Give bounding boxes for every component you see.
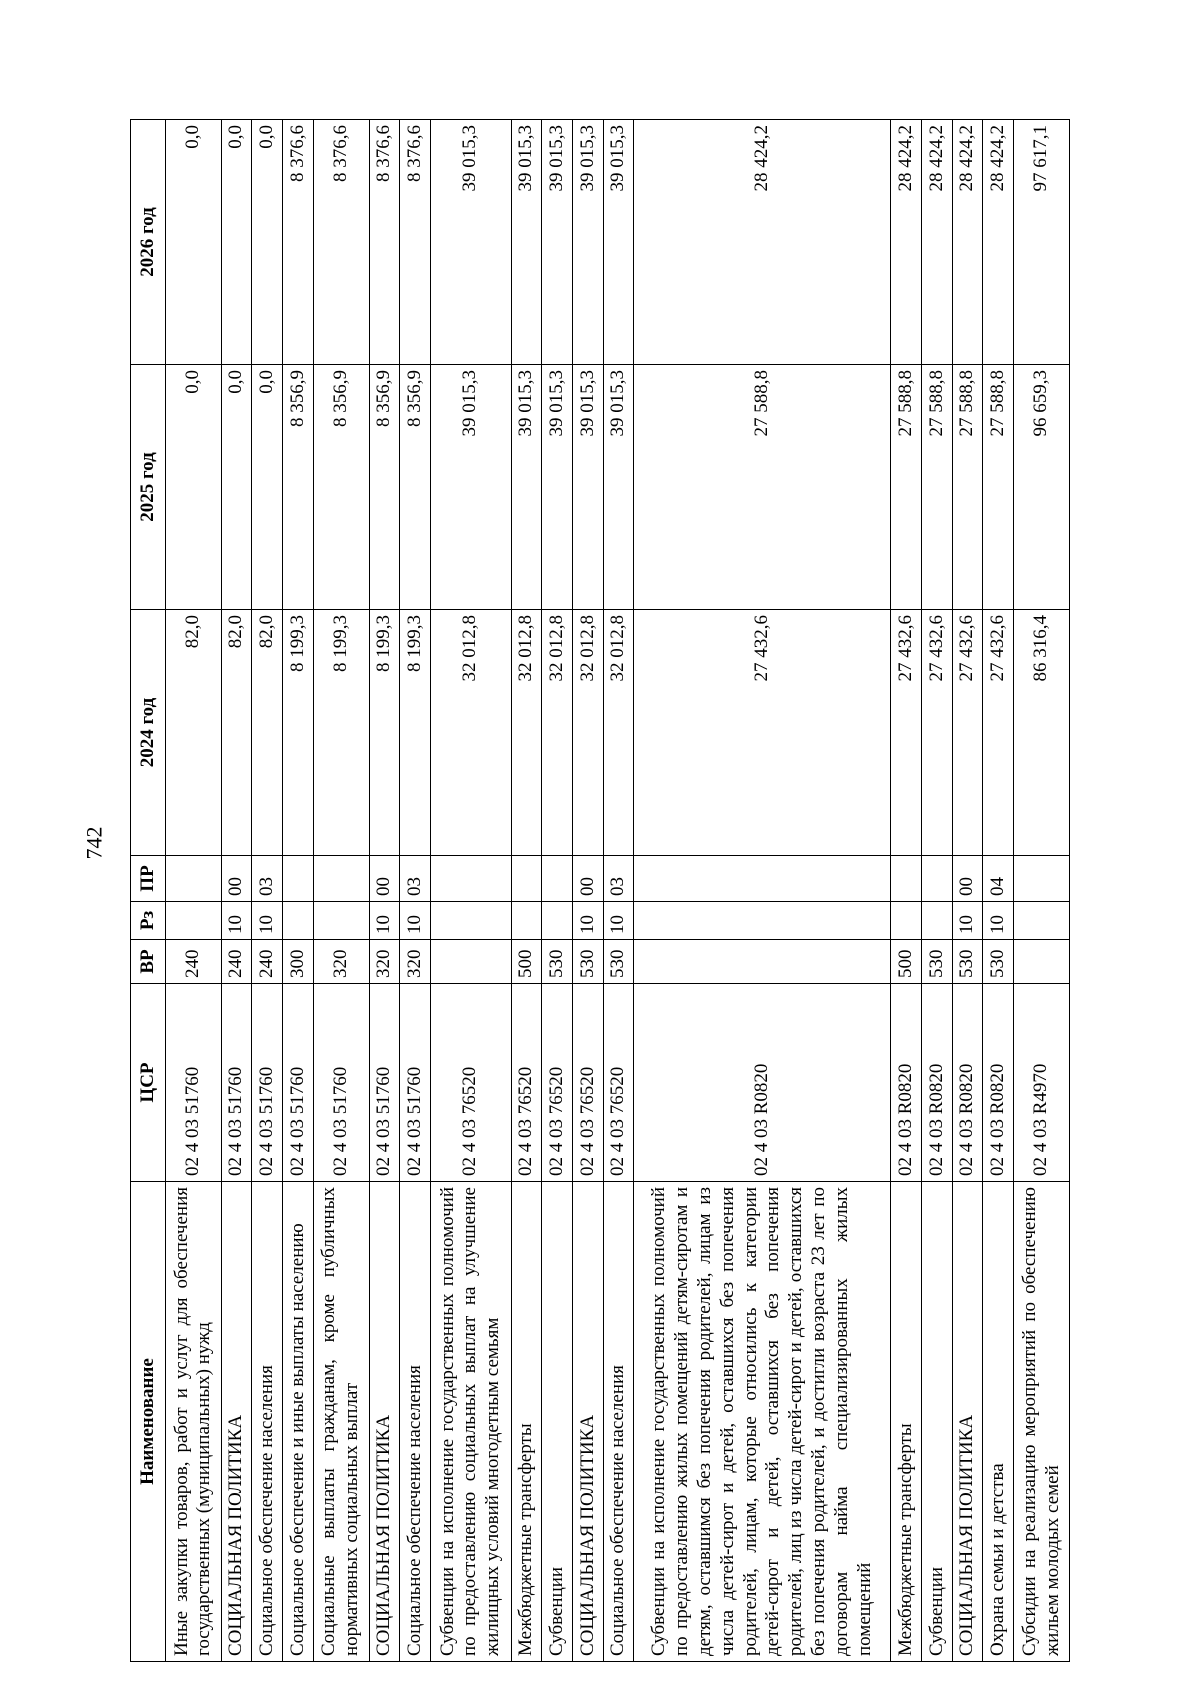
header-csr: ЦСР <box>131 984 166 1182</box>
table-row <box>166 120 222 1662</box>
cell-pr <box>313 856 369 902</box>
cell-y2026: 0,0 <box>221 120 252 365</box>
cell-rz <box>511 902 542 940</box>
cell-y2025: 0,0 <box>166 365 222 610</box>
cell-y2026: 8 376,6 <box>369 120 400 365</box>
cell-y2025: 8 356,9 <box>369 365 400 610</box>
cell-y2025: 8 356,9 <box>313 365 369 610</box>
table-row <box>252 120 283 1662</box>
cell-name: СОЦИАЛЬНАЯ ПОЛИТИКА <box>369 1182 400 1662</box>
cell-y2026: 8 376,6 <box>283 120 314 365</box>
cell-y2026: 8 376,6 <box>400 120 431 365</box>
cell-vr: 530 <box>952 940 983 984</box>
cell-vr: 300 <box>283 940 314 984</box>
rotated-table-wrapper <box>130 120 1070 1662</box>
cell-vr: 530 <box>983 940 1014 984</box>
budget-table <box>130 119 1070 1662</box>
cell-csr: 02 4 03 51760 <box>221 984 252 1182</box>
cell-pr: 00 <box>221 856 252 902</box>
cell-pr: 00 <box>573 856 604 902</box>
table-row <box>400 120 431 1662</box>
cell-y2025: 96 659,3 <box>1014 365 1070 610</box>
cell-vr: 240 <box>252 940 283 984</box>
cell-y2024: 32 012,8 <box>573 610 604 856</box>
cell-rz: 10 <box>400 902 431 940</box>
cell-rz <box>1014 902 1070 940</box>
cell-rz <box>922 902 953 940</box>
cell-csr: 02 4 03 R4970 <box>1014 984 1070 1182</box>
cell-pr <box>1014 856 1070 902</box>
table-row <box>283 120 314 1662</box>
cell-rz: 10 <box>983 902 1014 940</box>
cell-vr: 530 <box>573 940 604 984</box>
cell-y2024: 82,0 <box>166 610 222 856</box>
cell-rz: 10 <box>603 902 634 940</box>
cell-pr <box>166 856 222 902</box>
cell-csr: 02 4 03 51760 <box>313 984 369 1182</box>
cell-y2024: 86 316,4 <box>1014 610 1070 856</box>
cell-y2026: 39 015,3 <box>542 120 573 365</box>
cell-csr: 02 4 03 51760 <box>252 984 283 1182</box>
cell-y2025: 39 015,3 <box>542 365 573 610</box>
cell-pr <box>430 856 511 902</box>
cell-y2025: 39 015,3 <box>603 365 634 610</box>
cell-name: СОЦИАЛЬНАЯ ПОЛИТИКА <box>573 1182 604 1662</box>
cell-rz <box>283 902 314 940</box>
table-row <box>573 120 604 1662</box>
cell-pr: 03 <box>252 856 283 902</box>
cell-rz <box>430 902 511 940</box>
header-2025: 2025 год <box>131 365 166 610</box>
cell-vr: 240 <box>221 940 252 984</box>
cell-y2025: 27 588,8 <box>634 365 891 610</box>
table-row <box>369 120 400 1662</box>
cell-name: Межбюджетные трансферты <box>511 1182 542 1662</box>
cell-y2024: 27 432,6 <box>983 610 1014 856</box>
cell-y2025: 39 015,3 <box>573 365 604 610</box>
cell-csr: 02 4 03 R0820 <box>891 984 922 1182</box>
cell-name: Субвенции <box>542 1182 573 1662</box>
header-vr: ВР <box>131 940 166 984</box>
header-2024: 2024 год <box>131 610 166 856</box>
table-row <box>952 120 983 1662</box>
cell-csr: 02 4 03 76520 <box>511 984 542 1182</box>
cell-vr: 240 <box>166 940 222 984</box>
cell-csr: 02 4 03 51760 <box>400 984 431 1182</box>
cell-rz <box>542 902 573 940</box>
cell-csr: 02 4 03 76520 <box>603 984 634 1182</box>
cell-y2026: 39 015,3 <box>573 120 604 365</box>
table-row <box>634 120 891 1662</box>
table-row <box>221 120 252 1662</box>
cell-rz: 10 <box>221 902 252 940</box>
cell-pr: 03 <box>400 856 431 902</box>
table-row <box>891 120 922 1662</box>
cell-vr: 530 <box>542 940 573 984</box>
cell-csr: 02 4 03 76520 <box>430 984 511 1182</box>
table-row <box>1014 120 1070 1662</box>
cell-name: Субвенции на исполнение государственных полномочий по предоставлению жилых помещений детям-сиротам и детям, оставшимся без попечения родителей, лицам из числа детей-сирот и детей, оставшихся без попечения родителей, лицам, которые относились к категории детей-сирот и детей, оставшихся без попечения родителей, лиц из числа детей-сирот и детей, оставшихся без попечения родителей, и достигли возраста 23 лет по договорам найма специализированных жилых помещений <box>634 1182 891 1662</box>
cell-vr: 530 <box>603 940 634 984</box>
cell-pr: 04 <box>983 856 1014 902</box>
cell-pr: 00 <box>952 856 983 902</box>
cell-csr: 02 4 03 76520 <box>542 984 573 1182</box>
cell-y2026: 28 424,2 <box>952 120 983 365</box>
cell-rz: 10 <box>952 902 983 940</box>
cell-y2024: 32 012,8 <box>603 610 634 856</box>
cell-rz: 10 <box>369 902 400 940</box>
cell-y2025: 27 588,8 <box>952 365 983 610</box>
header-rz: Рз <box>131 902 166 940</box>
cell-y2025: 39 015,3 <box>511 365 542 610</box>
cell-csr: 02 4 03 51760 <box>283 984 314 1182</box>
cell-y2024: 27 432,6 <box>634 610 891 856</box>
cell-pr <box>542 856 573 902</box>
cell-y2025: 27 588,8 <box>922 365 953 610</box>
cell-y2024: 8 199,3 <box>400 610 431 856</box>
cell-csr: 02 4 03 R0820 <box>922 984 953 1182</box>
cell-vr: 320 <box>313 940 369 984</box>
cell-name: Охрана семьи и детства <box>983 1182 1014 1662</box>
cell-y2026: 0,0 <box>252 120 283 365</box>
cell-rz <box>634 902 891 940</box>
cell-y2026: 28 424,2 <box>634 120 891 365</box>
cell-y2024: 27 432,6 <box>891 610 922 856</box>
cell-y2025: 8 356,9 <box>283 365 314 610</box>
header-2026: 2026 год <box>131 120 166 365</box>
cell-y2025: 8 356,9 <box>400 365 431 610</box>
table-row <box>430 120 511 1662</box>
table-row <box>511 120 542 1662</box>
cell-vr: 500 <box>511 940 542 984</box>
page-number: 742 <box>81 826 107 860</box>
table-row <box>603 120 634 1662</box>
cell-csr: 02 4 03 R0820 <box>983 984 1014 1182</box>
cell-name: Межбюджетные трансферты <box>891 1182 922 1662</box>
cell-rz: 10 <box>573 902 604 940</box>
cell-y2026: 28 424,2 <box>983 120 1014 365</box>
cell-pr <box>511 856 542 902</box>
cell-vr: 320 <box>369 940 400 984</box>
cell-y2024: 82,0 <box>252 610 283 856</box>
cell-y2024: 8 199,3 <box>283 610 314 856</box>
cell-y2026: 28 424,2 <box>891 120 922 365</box>
cell-csr: 02 4 03 51760 <box>369 984 400 1182</box>
cell-csr: 02 4 03 R0820 <box>634 984 891 1182</box>
cell-y2026: 39 015,3 <box>511 120 542 365</box>
cell-pr <box>634 856 891 902</box>
cell-name: Социальное обеспечение населения <box>400 1182 431 1662</box>
cell-y2024: 32 012,8 <box>542 610 573 856</box>
table-row <box>983 120 1014 1662</box>
cell-vr <box>634 940 891 984</box>
cell-y2026: 97 617,1 <box>1014 120 1070 365</box>
cell-pr: 03 <box>603 856 634 902</box>
cell-pr <box>283 856 314 902</box>
cell-vr <box>430 940 511 984</box>
cell-csr: 02 4 03 51760 <box>166 984 222 1182</box>
cell-y2025: 39 015,3 <box>430 365 511 610</box>
cell-pr: 00 <box>369 856 400 902</box>
cell-pr <box>891 856 922 902</box>
cell-y2024: 82,0 <box>221 610 252 856</box>
cell-y2024: 27 432,6 <box>922 610 953 856</box>
cell-csr: 02 4 03 76520 <box>573 984 604 1182</box>
cell-name: Иные закупки товаров, работ и услуг для обеспечения государственных (муниципальных) нужд <box>166 1182 222 1662</box>
cell-csr: 02 4 03 R0820 <box>952 984 983 1182</box>
cell-name: Субвенции на исполнение государственных полномочий по предоставлению социальных выплат на улучшение жилищных условий многодетным семьям <box>430 1182 511 1662</box>
cell-name: Социальное обеспечение населения <box>252 1182 283 1662</box>
cell-vr: 530 <box>922 940 953 984</box>
cell-y2024: 27 432,6 <box>952 610 983 856</box>
cell-y2025: 27 588,8 <box>983 365 1014 610</box>
cell-name: СОЦИАЛЬНАЯ ПОЛИТИКА <box>952 1182 983 1662</box>
cell-name: Социальное обеспечение населения <box>603 1182 634 1662</box>
cell-name: Субсидии на реализацию мероприятий по обеспечению жильем молодых семей <box>1014 1182 1070 1662</box>
cell-y2026: 39 015,3 <box>603 120 634 365</box>
cell-y2025: 0,0 <box>221 365 252 610</box>
cell-name: СОЦИАЛЬНАЯ ПОЛИТИКА <box>221 1182 252 1662</box>
cell-pr <box>922 856 953 902</box>
header-pr: ПР <box>131 856 166 902</box>
cell-vr: 320 <box>400 940 431 984</box>
cell-y2024: 32 012,8 <box>430 610 511 856</box>
cell-name: Социальные выплаты гражданам, кроме публичных нормативных социальных выплат <box>313 1182 369 1662</box>
cell-y2026: 28 424,2 <box>922 120 953 365</box>
cell-y2026: 39 015,3 <box>430 120 511 365</box>
cell-y2025: 27 588,8 <box>891 365 922 610</box>
cell-y2025: 0,0 <box>252 365 283 610</box>
table-row <box>542 120 573 1662</box>
cell-rz: 10 <box>252 902 283 940</box>
cell-y2024: 8 199,3 <box>369 610 400 856</box>
table-row <box>922 120 953 1662</box>
table-row <box>313 120 369 1662</box>
table-header-row <box>131 120 166 1662</box>
cell-vr <box>1014 940 1070 984</box>
cell-y2026: 8 376,6 <box>313 120 369 365</box>
cell-y2026: 0,0 <box>166 120 222 365</box>
header-name: Наименование <box>131 1182 166 1662</box>
cell-vr: 500 <box>891 940 922 984</box>
cell-rz <box>891 902 922 940</box>
cell-y2024: 8 199,3 <box>313 610 369 856</box>
cell-rz <box>166 902 222 940</box>
cell-y2024: 32 012,8 <box>511 610 542 856</box>
cell-rz <box>313 902 369 940</box>
cell-name: Субвенции <box>922 1182 953 1662</box>
cell-name: Социальное обеспечение и иные выплаты населению <box>283 1182 314 1662</box>
